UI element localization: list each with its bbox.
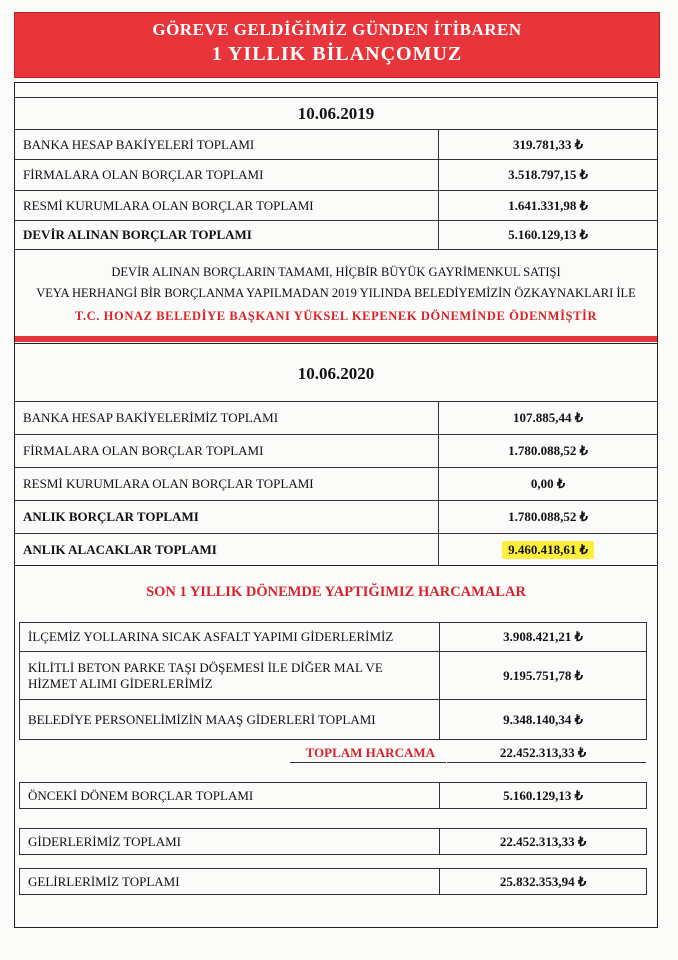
title-banner bbox=[14, 12, 660, 78]
table-row bbox=[15, 129, 657, 159]
row-value-highlighted bbox=[439, 534, 657, 565]
summary-row bbox=[19, 828, 647, 855]
row-value: 319.781,33 ₺ bbox=[512, 136, 584, 152]
row-label: RESMİ KURUMLARA OLAN BORÇLAR TOPLAMI bbox=[15, 191, 439, 220]
red-divider bbox=[15, 336, 657, 342]
row-value: 22.452.313,33 ₺ bbox=[499, 833, 587, 849]
row-value: 107.885,44 ₺ bbox=[512, 410, 584, 425]
row-value: 3.908.421,21 ₺ bbox=[503, 629, 583, 644]
row-label: BANKA HESAP BAKİYELERİ TOPLAMI bbox=[15, 130, 439, 159]
row-value: 1.641.331,98 ₺ bbox=[508, 197, 588, 213]
row-label: GELİRLERİMİZ TOPLAMI bbox=[20, 869, 440, 894]
section-spending bbox=[14, 566, 658, 928]
row-label: İLÇEMİZ YOLLARINA SICAK ASFALT YAPIMI GİDERLERİMİZ bbox=[20, 623, 440, 651]
table-row bbox=[15, 401, 657, 434]
row-label: FİRMALARA OLAN BORÇLAR TOPLAMI bbox=[15, 160, 439, 190]
banner-line-1: GÖREVE GELDİĞİMİZ GÜNDEN İTİBAREN bbox=[152, 20, 522, 39]
row-value: 5.160.129,13 ₺ bbox=[503, 787, 583, 803]
divider bbox=[15, 97, 657, 98]
table-row bbox=[15, 500, 657, 533]
summary-row bbox=[19, 782, 647, 809]
row-label: RESMİ KURUMLARA OLAN BORÇLAR TOPLAMI bbox=[15, 468, 439, 500]
table-row bbox=[15, 190, 657, 220]
summary-row bbox=[19, 868, 647, 895]
row-label: GİDERLERİMİZ TOPLAMI bbox=[20, 829, 440, 854]
row-value: 9.195.751,78 ₺ bbox=[503, 667, 583, 683]
row-label: DEVİR ALINAN BORÇLAR TOPLAMI bbox=[15, 221, 439, 249]
table-row bbox=[15, 467, 657, 500]
total-spending-value: 22.452.313,33 ₺ bbox=[499, 745, 587, 760]
section-2019 bbox=[14, 82, 658, 344]
row-value: 25.832.353,94 ₺ bbox=[499, 873, 587, 889]
note-line-3: T.C. HONAZ BELEDİYE BAŞKANI YÜKSEL KEPENEK DÖNEMİNDE ÖDENMİŞTİR bbox=[74, 309, 598, 323]
row-label: ÖNCEKİ DÖNEM BORÇLAR TOPLAMI bbox=[20, 783, 440, 808]
row-value: 0,00 ₺ bbox=[530, 476, 566, 491]
table-row bbox=[19, 622, 647, 652]
spending-title: SON 1 YILLIK DÖNEMDE YAPTIĞIMIZ HARCAMALAR bbox=[146, 584, 526, 600]
row-label: BANKA HESAP BAKİYELERİMİZ TOPLAMI bbox=[15, 402, 439, 434]
section-2020 bbox=[14, 344, 658, 566]
table-row bbox=[15, 159, 657, 190]
section-2019-date: 10.06.2019 bbox=[297, 104, 375, 123]
banner-line-2: 1 YILLIK BİLANÇOMUZ bbox=[211, 43, 463, 65]
row-label: ANLIK ALACAKLAR TOPLAMI bbox=[15, 534, 439, 565]
row-value: 9.348.140,34 ₺ bbox=[503, 711, 583, 727]
row-label-line-1: KİLİTLİ BETON PARKE TAŞI DÖŞEMESİ İLE DİĞER MAL VE bbox=[28, 659, 383, 675]
row-value: 5.160.129,13 ₺ bbox=[508, 227, 588, 242]
underline bbox=[447, 762, 646, 763]
table-row bbox=[15, 533, 657, 565]
note-line-1: DEVİR ALINAN BORÇLARIN TAMAMI, HİÇBİR BÜYÜK GAYRİMENKUL SATIŞI bbox=[111, 265, 561, 279]
row-label-line-2: HİZMET ALIMI GİDERLERİMİZ bbox=[28, 675, 213, 691]
table-row bbox=[15, 434, 657, 467]
row-label: FİRMALARA OLAN BORÇLAR TOPLAMI bbox=[15, 435, 439, 467]
highlighted-value: 9.460.418,61 ₺ bbox=[502, 541, 594, 559]
row-label-multiline bbox=[20, 652, 440, 699]
section-2020-date: 10.06.2020 bbox=[297, 364, 375, 383]
table-row bbox=[19, 652, 647, 700]
row-value: 1.780.088,52 ₺ bbox=[508, 509, 588, 524]
total-spending-label: TOPLAM HARCAMA bbox=[305, 745, 435, 760]
table-row bbox=[19, 700, 647, 740]
underline bbox=[290, 762, 446, 763]
table-row bbox=[15, 220, 657, 250]
row-label: ANLIK BORÇLAR TOPLAMI bbox=[15, 501, 439, 533]
row-label: BELEDİYE PERSONELİMİZİN MAAŞ GİDERLERİ TOPLAMI bbox=[20, 700, 440, 739]
note-line-2: VEYA HERHANGİ BİR BORÇLANMA YAPILMADAN 2019 YILINDA BELEDİYEMİZİN ÖZKAYNAKLARI İLE bbox=[36, 286, 636, 300]
row-value: 3.518.797,15 ₺ bbox=[508, 167, 588, 182]
row-value: 1.780.088,52 ₺ bbox=[508, 443, 588, 458]
